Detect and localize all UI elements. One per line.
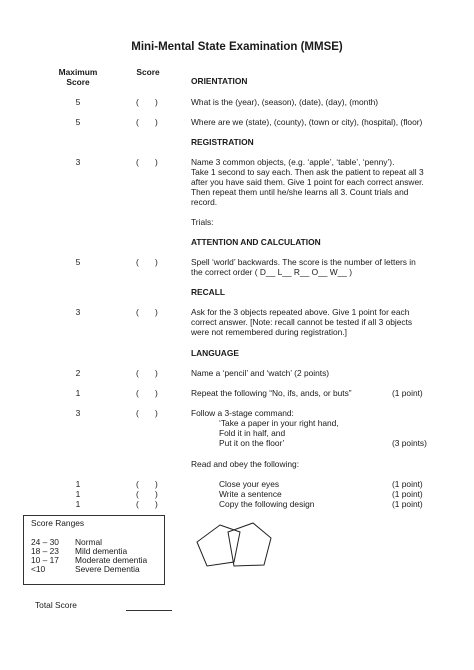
points-close-eyes: (1 point) — [392, 479, 423, 489]
question-language-3: Follow a 3-stage command: — [191, 408, 294, 418]
question-attention — [191, 257, 416, 277]
task-write-sentence: Write a sentence — [219, 489, 282, 499]
max-score-header-line2: Score — [66, 77, 90, 87]
question-line: record. — [191, 197, 218, 207]
range-label: Moderate dementia — [75, 555, 148, 565]
intersecting-pentagons-figure — [190, 516, 280, 578]
question-line: Then repeat them until he/she learns all 3. Count trials and — [191, 187, 409, 197]
max-score-header — [50, 67, 106, 87]
max-score-language-3: 3 — [75, 408, 81, 418]
score-ranges-title: Score Ranges — [31, 518, 85, 528]
section-language: LANGUAGE — [191, 348, 239, 358]
max-score-header-line1: Maximum — [58, 67, 98, 77]
task-copy-design: Copy the following design — [219, 499, 315, 509]
max-score-attention: 5 — [75, 257, 81, 267]
question-line: Spell ‘world’ backwards. The score is the number of letters in — [191, 257, 416, 267]
question-line: Ask for the 3 objects repeated above. Give 1 point for each — [191, 307, 410, 317]
command-line: Put it on the floor’ — [219, 438, 285, 448]
question-line: Take 1 second to say each. Then ask the patient to repeat all 3 — [191, 167, 424, 177]
question-orientation-1: What is the (year), (season), (date), (day), (month) — [191, 97, 379, 107]
question-recall — [191, 307, 412, 337]
max-score-language-1: 2 — [75, 368, 81, 378]
task-close-eyes: Close your eyes — [219, 479, 280, 489]
page-title: Mini-Mental State Examination (MMSE) — [131, 41, 343, 53]
question-line: Name 3 common objects, (e.g. ‘apple’, ‘table’, ‘penny’). — [191, 157, 395, 167]
total-score-label: Total Score — [35, 600, 77, 610]
range-value: <10 — [31, 564, 46, 574]
max-score-registration: 3 — [75, 157, 81, 167]
question-line: were not remembered during registration.] — [191, 327, 347, 337]
points-write-sentence: (1 point) — [392, 489, 423, 499]
command-line: Fold it in half, and — [219, 428, 286, 438]
range-label: Severe Dementia — [75, 564, 140, 574]
points-language-2: (1 point) — [392, 388, 423, 398]
section-recall: RECALL — [191, 287, 225, 297]
range-value: 10 – 17 — [31, 555, 59, 565]
question-language-1: Name a ‘pencil’ and ‘watch’ (2 points) — [191, 368, 330, 378]
pentagon-left — [197, 525, 240, 566]
max-score-recall: 3 — [75, 307, 81, 317]
range-label: Normal — [75, 537, 102, 547]
question-line: after you have said them. Give 1 point for each correct answer. — [191, 177, 424, 187]
range-value: 18 – 23 — [31, 546, 59, 556]
read-obey-label: Read and obey the following: — [191, 459, 300, 469]
points-language-3: (3 points) — [392, 438, 427, 448]
points-copy-design: (1 point) — [392, 499, 423, 509]
max-score-language-2: 1 — [75, 388, 81, 398]
question-line: correct answer. [Note: recall cannot be tested if all 3 objects — [191, 317, 413, 327]
max-score-close-eyes: 1 — [75, 479, 81, 489]
range-value: 24 – 30 — [31, 537, 59, 547]
max-score-write-sentence: 1 — [75, 489, 81, 499]
command-line: ‘Take a paper in your right hand, — [219, 418, 339, 428]
max-score-orientation-1: 5 — [75, 97, 81, 107]
question-orientation-2: Where are we (state), (county), (town or city), (hospital), (floor) — [191, 117, 423, 127]
section-attention-calculation: ATTENTION AND CALCULATION — [191, 237, 321, 247]
total-score-field[interactable] — [126, 610, 172, 611]
question-registration — [191, 157, 424, 207]
range-label: Mild dementia — [75, 546, 128, 556]
max-score-copy-design: 1 — [75, 499, 81, 509]
question-line: the correct order ( D__ L__ R__ O__ W__ ) — [191, 267, 353, 277]
trials-label: Trials: — [191, 217, 214, 227]
question-language-2: Repeat the following “No, ifs, ands, or buts” — [191, 388, 352, 398]
section-orientation: ORIENTATION — [191, 76, 248, 86]
max-score-orientation-2: 5 — [75, 117, 81, 127]
section-registration: REGISTRATION — [191, 137, 254, 147]
score-header: Score — [136, 67, 160, 77]
